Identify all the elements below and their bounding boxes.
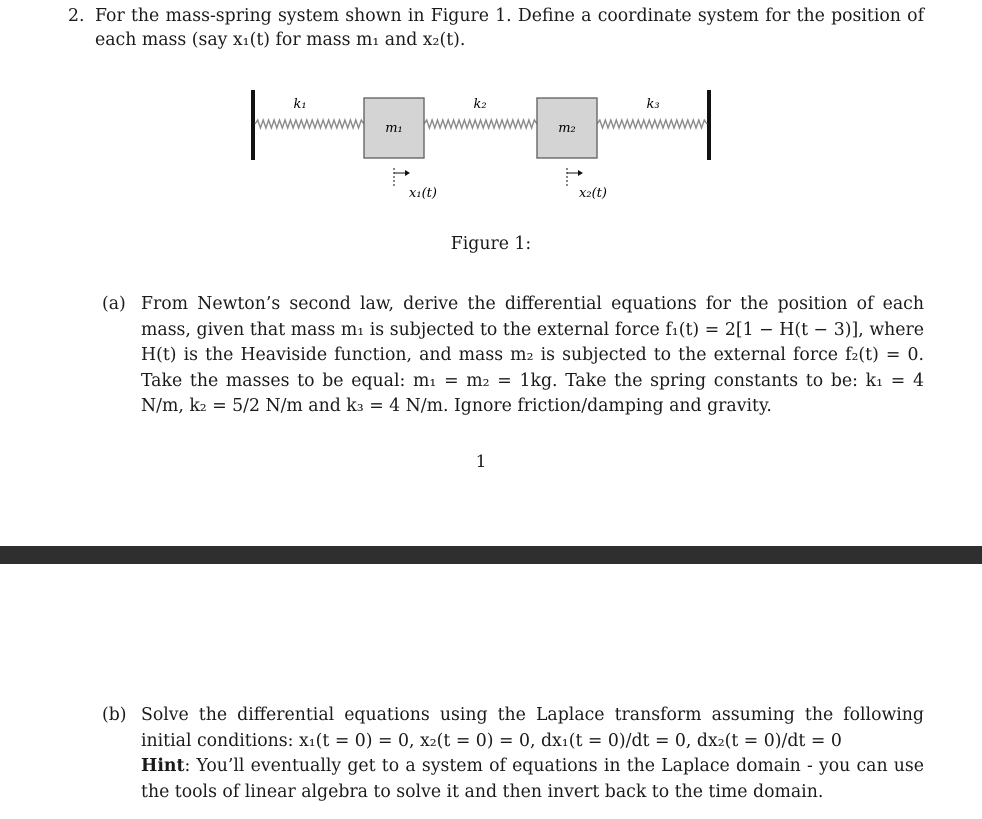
page-number: 1 — [475, 452, 487, 472]
mass-spring-figure — [248, 86, 716, 210]
spring-label-k2: k₂ — [473, 97, 487, 112]
spring-k3 — [597, 120, 707, 128]
spring-k2 — [424, 120, 537, 128]
right-wall — [707, 90, 711, 160]
problem-intro: For the mass-spring system shown in Figure 1. Define a coordinate system for the position of each mass (say x₁(t) for mass m₁ and x₂(t). — [95, 6, 924, 50]
part-b-text: Solve the differential equations using the Laplace transform assuming the following initial conditions: x₁(t = 0) = 0, x₂(t = 0) = 0, dx₁(t = 0)/dt = 0, dx₂(t = 0)/dt = 0 — [141, 705, 924, 751]
spring-label-k1: k₁ — [293, 97, 307, 112]
left-wall — [251, 90, 255, 160]
mass-label-m1: m₁ — [385, 121, 403, 136]
x2-arrowhead — [578, 170, 583, 176]
spring-label-k3: k₃ — [646, 97, 660, 112]
hint-label: Hint — [141, 756, 185, 777]
part-a-text: From Newton’s second law, derive the differential equations for the position of each mass, given that mass m₁ is subjected to the external force f₁(t) = 2[1 − H(t − 3)], where H(t) is the Heaviside function, and mass m₂ is subjected to the external force f₂(t) = 0. Take the masses to be equal: m₁ = m₂ = 1kg. Take the spring constants to be: k₁ = 4 N/m, k₂ = 5/2 N/m and k₃ = 4 N/m. Ignore friction/damping and gravity. — [141, 294, 924, 417]
figure-caption: Figure 1: — [450, 234, 532, 254]
page-divider — [0, 546, 982, 564]
spring-k1 — [255, 120, 364, 128]
problem-statement — [68, 4, 924, 52]
part-a-label: (a) — [102, 294, 126, 314]
part-a — [102, 292, 924, 420]
coordinate-label-x1: x₁(t) — [409, 186, 437, 201]
part-b-label: (b) — [102, 705, 127, 725]
problem-number: 2. — [68, 6, 85, 26]
coordinate-label-x2: x₂(t) — [579, 186, 607, 201]
part-b — [102, 703, 924, 805]
part-b-body — [141, 703, 924, 805]
hint-text: : You’ll eventually get to a system of equations in the Laplace domain - you can use the tools of linear algebra to solve it and then invert back to the time domain. — [141, 756, 924, 802]
mass-label-m2: m₂ — [558, 121, 576, 136]
x1-arrowhead — [405, 170, 410, 176]
